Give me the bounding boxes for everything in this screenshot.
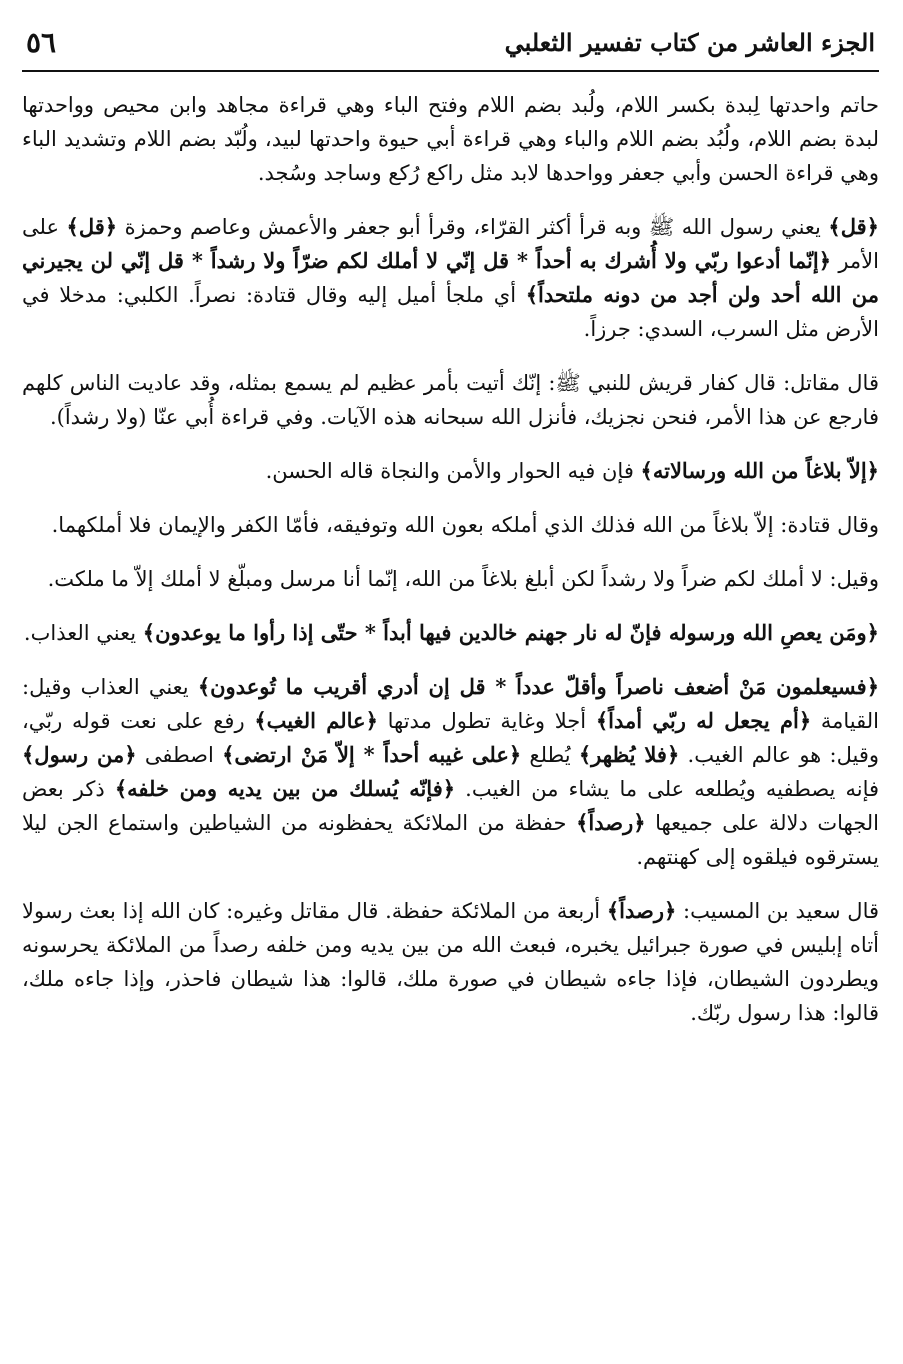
paragraph-p5: [22, 508, 879, 542]
commentary-text: وقيل: لا أملك لكم ضراً ولا رشداً لكن أبلغ بلاغاً من الله، إنّما أنا مرسل ومبلّغ لا أملك إلاّ ما ملكت.: [47, 567, 879, 591]
quran-verse: ﴿ومَن يعصِ الله ورسوله فإنّ له نار جهنم خالدين فيها أبداً * حتّى إذا رأوا ما يوعدون﴾: [142, 620, 879, 645]
quran-verse: ﴿قل﴾: [828, 214, 879, 239]
quran-verse: ﴿أم يجعل له ربّي أمداً﴾: [595, 708, 812, 733]
commentary-text: اصطفى: [136, 743, 223, 767]
commentary-text: أي ملجأ أميل إليه وقال قتادة: نصراً. الكلبي: مدخلا في الأرض مثل السرب، السدي: جرزاً.: [22, 283, 879, 341]
paragraph-p4: [22, 454, 879, 488]
page-number: ٥٦: [26, 26, 57, 59]
commentary-text: يعني رسول الله ﷺ وبه قرأ أكثر القرّاء، وقرأ أبو جعفر والأعمش وعاصم وحمزة: [117, 215, 829, 239]
commentary-text: رفع على نعت قوله ربّي، وقيل: هو عالم الغيب.: [22, 709, 879, 767]
commentary-text: ذكر بعض الجهات دلالة على جميعها: [22, 777, 880, 835]
quran-verse: ﴿فإنّه يُسلك من بين يديه ومن خلفه﴾: [114, 776, 456, 801]
commentary-text: وقال قتادة: إلاّ بلاغاً من الله فذلك الذي أملكه بعون الله وتوفيقه، فأمّا الكفر والإيمان فلا أملكهما.: [51, 513, 879, 537]
quran-verse: ﴿فسيعلمون مَنْ أضعف ناصراً وأقلّ عدداً * قل إن أدري أقريب ما تُوعدون﴾: [197, 674, 879, 699]
paragraph-p7: [22, 616, 879, 650]
quran-verse: ﴿عالم الغيب﴾: [254, 708, 378, 733]
paragraph-p6: [22, 562, 879, 596]
paragraph-p2: [22, 210, 879, 346]
quran-verse: ﴿إلاّ بلاغاً من الله ورسالاته﴾: [640, 458, 879, 483]
commentary-text: على الأمر: [22, 215, 879, 273]
commentary-text: أجلا وغاية تطول مدتها: [377, 709, 596, 733]
commentary-text: يُطلع: [521, 743, 579, 767]
commentary-text: قال سعيد بن المسيب:: [676, 899, 880, 923]
commentary-text: أربعة من الملائكة حفظة. قال مقاتل وغيره: كان الله إذا بعث رسولا أتاه إبليس في صورة جبرائيل يخبره، فبعث الله من بين يديه ومن خلفه رصداً من الملائكة يحرسونه ويطردون الشيطان، فإذا جاءه شيطان في صورة ملك، قالوا: هذا شيطان فاحذر، وإذا جاءه ملك، قالوا: هذا رسول ربّك.: [22, 899, 879, 1025]
paragraph-p3: [22, 366, 879, 434]
commentary-text: فإن فيه الحوار والأمن والنجاة قاله الحسن.: [265, 459, 641, 483]
quran-verse: ﴿فلا يُظهر﴾: [578, 742, 680, 767]
commentary-text: يعني العذاب.: [23, 621, 143, 645]
quran-verse: ﴿قل﴾: [66, 214, 118, 239]
commentary-text: يعني العذاب وقيل: القيامة: [22, 675, 879, 733]
commentary-text: قال مقاتل: قال كفار قريش للنبي ﷺ: إنّك أتيت بأمر عظيم لم يسمع بمثله، وقد عاديت الناس كلهم فارجع عن هذا الأمر، فنحن نجزيك، فأنزل الله سبحانه هذه الآيات. وفي قراءة أُبي عنّا (ولا رشداً).: [22, 371, 879, 429]
quran-verse: ﴿على غيبه أحداً * إلاّ مَنْ ارتضى﴾: [222, 742, 522, 767]
quran-verse: ﴿من رسول﴾: [22, 742, 137, 767]
paragraph-p8: [22, 670, 879, 874]
page-header: [22, 0, 879, 72]
paragraph-p9: [22, 894, 879, 1030]
quran-verse: ﴿رصداً﴾: [606, 898, 677, 923]
page-body: [22, 88, 879, 1030]
paragraph-p1: [22, 88, 879, 190]
quran-verse: ﴿رصداً﴾: [576, 810, 646, 835]
running-title: الجزء العاشر من كتاب تفسير الثعلبي: [504, 28, 875, 57]
commentary-text: فإنه يصطفيه ويُطلعه على ما يشاء من الغيب.: [455, 777, 880, 801]
commentary-text: حاتم واحدتها لِبدة بكسر اللام، ولُبد بضم اللام وفتح الباء وهي قراءة مجاهد وابن محيص وواحدتها لبدة بضم اللام، ولُبُد بضم اللام والباء وهي قراءة أبي حيوة واحدتها لبيد، ولُبّد بضم اللام وتشديد الباء وهي قراءة الحسن وأبي جعفر وواحدها لابد مثل راكع رُكع وساجد وسُجد.: [22, 93, 880, 185]
commentary-text: حفظة من الملائكة يحفظونه من الشياطين واستماع الجن ليلا يسترقوه فيلقوه إلى كهنتهم.: [22, 811, 879, 869]
quran-verse: ﴿إنّما أدعوا ربّي ولا أُشرك به أحداً * قل إنّي لا أملك لكم ضرّاً ولا رشداً * قل إنّي لن يجيرني من الله أحد ولن أجد من دونه ملتحداً﴾: [22, 248, 880, 307]
